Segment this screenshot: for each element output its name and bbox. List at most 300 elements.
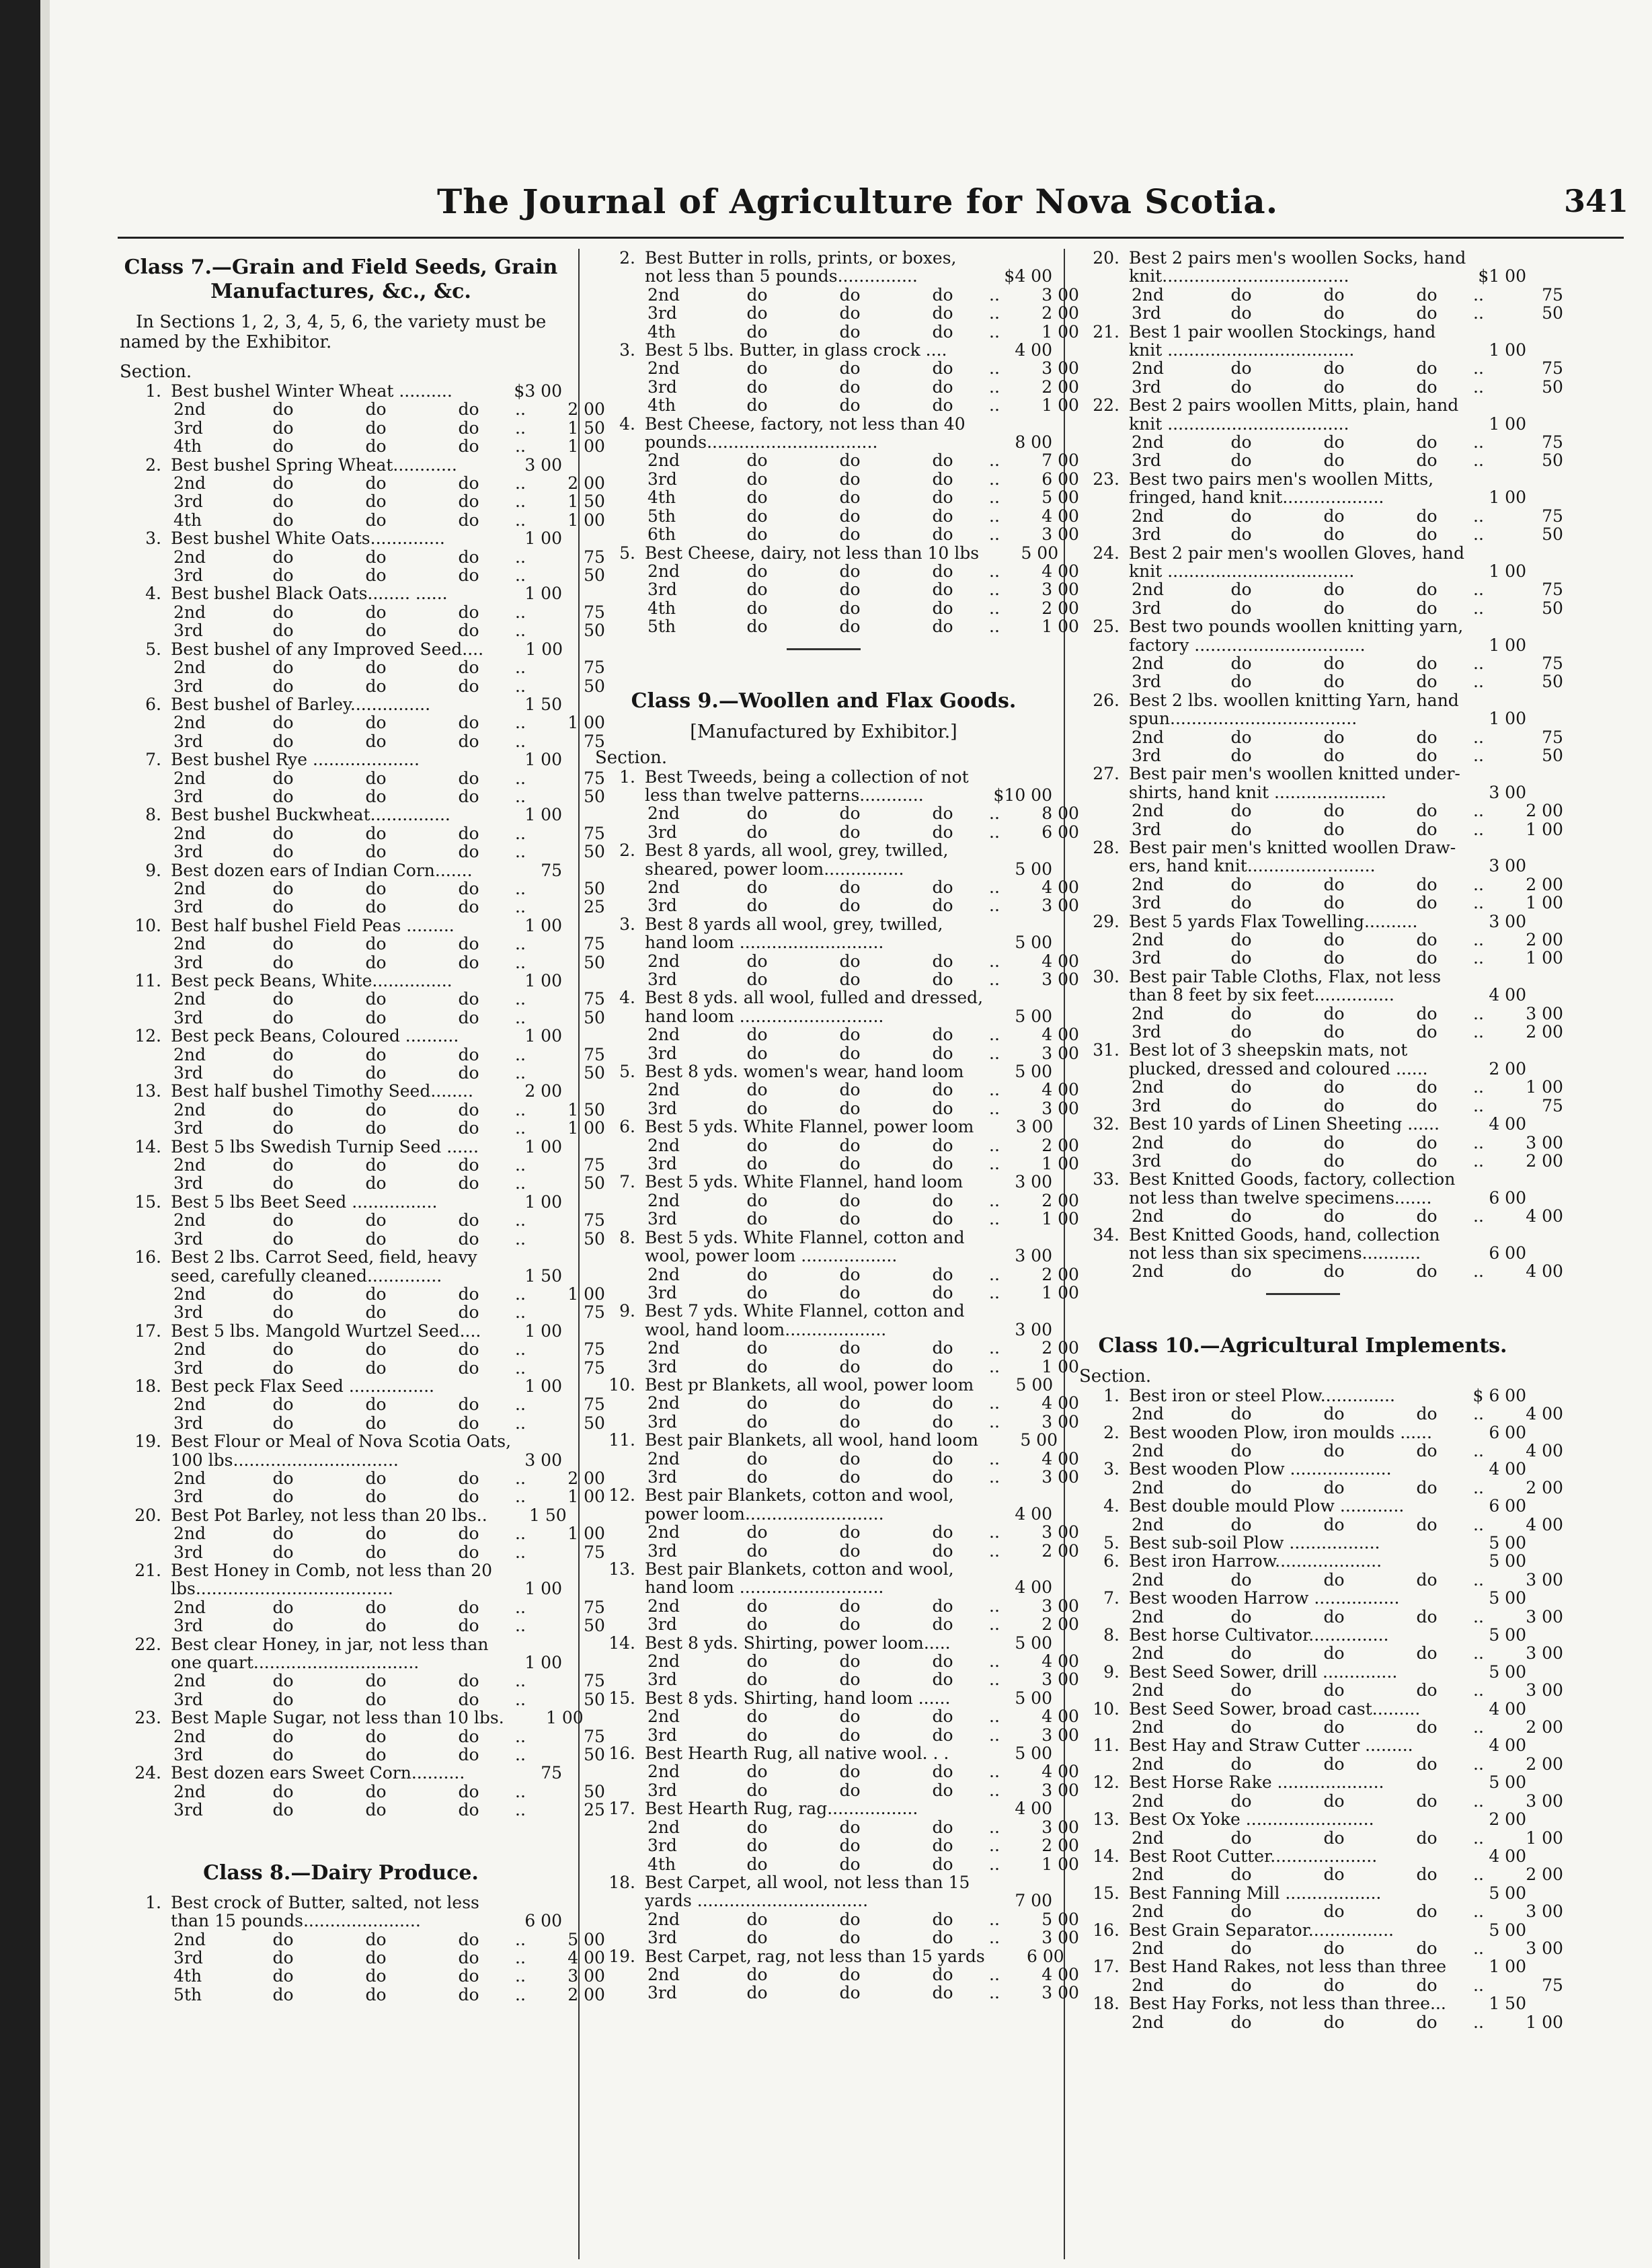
place-line xyxy=(120,399,605,420)
ditto-mark: do xyxy=(458,1284,479,1304)
prize-amount: 75 xyxy=(584,989,605,1009)
ditto-mark: do xyxy=(1230,524,1252,545)
ditto-mark: do xyxy=(839,1540,861,1561)
section-number: 4. xyxy=(1103,1496,1119,1516)
place-line xyxy=(120,1524,605,1544)
leader-dots: .. xyxy=(515,510,526,530)
place-line xyxy=(1079,948,1563,968)
entry-line xyxy=(120,1764,562,1782)
entry-description: Best 5 lbs Beet Seed ................ xyxy=(171,1191,438,1212)
prize-amount: 4 00 xyxy=(1489,1459,1526,1479)
place-line xyxy=(120,1339,605,1360)
entry-description: Best clear Honey, in jar, not less than xyxy=(171,1634,489,1654)
prize-amount: 5 00 xyxy=(1041,487,1079,508)
place-line xyxy=(1079,1022,1563,1042)
ditto-mark: do xyxy=(1416,948,1438,968)
prize-amount: 75 xyxy=(584,1358,605,1378)
section-number: 32. xyxy=(1093,1114,1119,1134)
ditto-mark: do xyxy=(458,1616,479,1636)
ditto-mark: do xyxy=(932,617,953,637)
entry-description: Best Horse Rake .................... xyxy=(1129,1772,1384,1793)
place-label: 2nd xyxy=(1132,1680,1165,1700)
prize-amount: 4 00 xyxy=(1526,1404,1563,1424)
place-line xyxy=(120,842,605,862)
place-line xyxy=(595,1540,1079,1561)
ditto-mark: do xyxy=(839,1264,861,1284)
entry-line xyxy=(120,1193,562,1211)
entry-description: Best lot of 3 sheepskin mats, not xyxy=(1129,1040,1408,1060)
place-line xyxy=(595,1909,1079,1929)
entry-line xyxy=(595,1799,1052,1817)
place-label: 2nd xyxy=(1132,506,1165,526)
entry-line xyxy=(595,768,1052,786)
prize-amount: 2 00 xyxy=(567,473,605,494)
ditto-mark: do xyxy=(1323,1132,1345,1152)
place-line xyxy=(595,1983,1079,2003)
place-label: 3rd xyxy=(173,1302,203,1323)
leader-dots: .. xyxy=(515,1118,526,1138)
prize-amount: 3 00 xyxy=(1041,1725,1079,1745)
ditto-mark: do xyxy=(458,897,479,917)
ditto-mark: do xyxy=(746,877,768,897)
leader-dots: .. xyxy=(515,1228,526,1249)
prize-amount: 4 00 xyxy=(1015,1503,1052,1524)
entry-description: Best 5 yds. White Flannel, power loom xyxy=(645,1117,974,1137)
entry-line xyxy=(1079,1041,1526,1059)
place-line xyxy=(120,1099,605,1120)
prize-amount: 4 00 xyxy=(1041,1080,1079,1100)
leader-dots: .. xyxy=(989,598,1000,618)
place-label: 2nd xyxy=(173,473,206,494)
ditto-mark: do xyxy=(272,621,294,641)
ditto-mark: do xyxy=(272,1358,294,1378)
place-label: 2nd xyxy=(1132,1606,1165,1627)
section-number: 2. xyxy=(619,248,635,268)
ditto-mark: do xyxy=(746,1836,768,1856)
prize-entry xyxy=(595,988,1079,1063)
prize-entry xyxy=(595,840,1079,916)
section-number: 16. xyxy=(608,1744,635,1764)
ditto-mark: do xyxy=(272,731,294,751)
prize-amount: 75 xyxy=(584,547,605,567)
ditto-mark: do xyxy=(1416,1828,1438,1848)
prize-amount: 4 00 xyxy=(567,1947,605,1967)
entry-description: Best 1 pair woollen Stockings, hand xyxy=(1129,321,1436,342)
ditto-mark: do xyxy=(272,1155,294,1175)
ditto-mark: do xyxy=(746,1540,768,1561)
prize-entry xyxy=(595,1688,1079,1745)
leader-dots: .. xyxy=(515,768,526,788)
leader-dots: .. xyxy=(989,1338,1000,1358)
entry-description: knit ................................... xyxy=(1129,340,1355,360)
section-number: 18. xyxy=(134,1376,161,1396)
prize-amount: 3 00 xyxy=(1526,1643,1563,1664)
ditto-mark: do xyxy=(839,487,861,508)
ditto-mark: do xyxy=(1323,893,1345,913)
entry-line xyxy=(120,1082,562,1100)
prize-entry xyxy=(1079,1957,1563,1995)
ditto-mark: do xyxy=(1323,745,1345,765)
prize-amount: 75 xyxy=(584,731,605,751)
entry-line xyxy=(120,1138,562,1156)
entry-description: lbs..................................... xyxy=(171,1579,393,1599)
prize-amount: 5 00 xyxy=(1489,1625,1526,1645)
leader-dots: .. xyxy=(989,1135,1000,1155)
ditto-mark: do xyxy=(272,1726,294,1746)
entry-line xyxy=(1079,691,1526,709)
place-line xyxy=(1079,653,1563,673)
section-number: 8. xyxy=(145,805,161,825)
place-label: 3rd xyxy=(1132,303,1161,323)
ditto-mark: do xyxy=(932,1338,953,1358)
place-label: 3rd xyxy=(647,1043,677,1063)
ditto-mark: do xyxy=(746,1080,768,1100)
ditto-mark: do xyxy=(458,1597,479,1617)
ditto-mark: do xyxy=(746,487,768,508)
prize-amount: 50 xyxy=(584,786,605,806)
prize-amount: 1 50 xyxy=(567,1099,605,1120)
prize-amount: 2 00 xyxy=(1489,1058,1526,1079)
ditto-mark: do xyxy=(272,713,294,733)
leader-dots: .. xyxy=(989,1964,1000,1984)
place-label: 2nd xyxy=(647,1338,680,1358)
place-line xyxy=(120,1468,605,1488)
ditto-mark: do xyxy=(1323,1680,1345,1700)
ditto-mark: do xyxy=(839,951,861,971)
leader-dots: .. xyxy=(989,1264,1000,1284)
place-label: 3rd xyxy=(1132,524,1161,545)
entry-description: Best 8 yds. women's wear, hand loom xyxy=(645,1062,964,1082)
prize-amount: 75 xyxy=(584,1671,605,1691)
prize-entry xyxy=(120,1321,605,1378)
prize-amount: 4 00 xyxy=(1041,877,1079,897)
ditto-mark: do xyxy=(1230,893,1252,913)
ditto-mark: do xyxy=(746,1817,768,1837)
entry-description: plucked, dressed and coloured ...... xyxy=(1129,1058,1428,1079)
prize-amount: 1 00 xyxy=(1526,893,1563,913)
place-label: 6th xyxy=(647,524,676,545)
prize-entry xyxy=(595,1872,1079,1948)
leader-dots: .. xyxy=(515,492,526,512)
ditto-mark: do xyxy=(1230,1150,1252,1171)
entry-description: Best peck Flax Seed ................ xyxy=(171,1376,434,1396)
section-number: 1. xyxy=(145,381,161,401)
prize-amount: 1 00 xyxy=(524,915,562,935)
ditto-mark: do xyxy=(365,1063,387,1083)
entry-line xyxy=(120,529,562,547)
place-label: 3rd xyxy=(173,1745,203,1765)
prize-amount: 3 00 xyxy=(1015,1117,1054,1137)
ditto-mark: do xyxy=(932,451,953,471)
entry-line xyxy=(1079,968,1526,986)
ditto-mark: do xyxy=(839,524,861,545)
ditto-mark: do xyxy=(272,1339,294,1360)
section-number: 15. xyxy=(1093,1883,1119,1903)
class-8-heading: Class 8.—Dairy Produce. xyxy=(203,1861,479,1885)
entry-line xyxy=(595,1062,1052,1081)
place-line xyxy=(595,487,1079,508)
prize-amount: 75 xyxy=(541,860,562,880)
leader-dots: .. xyxy=(515,1929,526,1949)
entry-line xyxy=(1079,1189,1526,1207)
place-label: 3rd xyxy=(173,1358,203,1378)
ditto-mark: do xyxy=(839,1614,861,1635)
place-label: 2nd xyxy=(647,561,680,581)
section-number: 2. xyxy=(145,455,161,475)
entry-line xyxy=(595,1744,1052,1762)
place-line xyxy=(1079,377,1563,397)
entry-description: Best Honey in Comb, not less than 20 xyxy=(171,1561,493,1580)
section-number: 15. xyxy=(608,1688,635,1708)
ditto-mark: do xyxy=(1230,1865,1252,1885)
entry-description: Best Cheese, factory, not less than 40 xyxy=(645,414,966,434)
ditto-mark: do xyxy=(1230,451,1252,471)
leader-dots: .. xyxy=(1473,1902,1484,1922)
prize-amount: 1 00 xyxy=(567,1284,605,1304)
section-number: 13. xyxy=(134,1081,161,1101)
ditto-mark: do xyxy=(1323,358,1345,379)
place-label: 3rd xyxy=(647,970,677,989)
place-label: 3rd xyxy=(173,1800,203,1820)
ditto-mark: do xyxy=(1416,672,1438,692)
leader-dots: .. xyxy=(515,1044,526,1064)
leader-dots: .. xyxy=(1473,1077,1484,1097)
prize-amount: 1 00 xyxy=(524,805,562,825)
ditto-mark: do xyxy=(932,1154,953,1174)
ditto-mark: do xyxy=(1230,1717,1252,1737)
section-label: Section. xyxy=(1079,1366,1152,1386)
prize-amount: 3 00 xyxy=(1015,1172,1052,1192)
ditto-mark: do xyxy=(932,1725,953,1745)
prize-entry xyxy=(595,248,1079,342)
prize-amount: 1 00 xyxy=(1526,948,1563,968)
ditto-mark: do xyxy=(1323,1022,1345,1042)
place-label: 2nd xyxy=(647,1135,680,1155)
entry-description: Best pair men's knitted woollen Draw- xyxy=(1129,838,1456,857)
leader-dots: .. xyxy=(515,897,526,917)
class-9-heading: Class 9.—Woollen and Flax Goods. xyxy=(631,689,1017,713)
entry-description: Best two pounds woollen knitting yarn, xyxy=(1129,617,1464,637)
entry-line xyxy=(120,972,562,990)
prize-amount: 5 00 xyxy=(567,1929,605,1949)
header-rule xyxy=(118,237,1624,239)
prize-amount: 3 00 xyxy=(1526,1938,1563,1958)
place-label: 2nd xyxy=(647,1651,680,1672)
prize-amount: 1 00 xyxy=(1526,819,1563,839)
ditto-mark: do xyxy=(839,377,861,397)
entry-description: hand loom ........................... xyxy=(645,933,884,953)
place-label: 3rd xyxy=(1132,598,1161,618)
leader-dots: .. xyxy=(989,1762,1000,1782)
place-line xyxy=(120,602,605,622)
prize-entry xyxy=(595,1744,1079,1800)
ditto-mark: do xyxy=(746,1854,768,1874)
entry-line xyxy=(595,988,1052,1007)
prize-amount: 75 xyxy=(1542,284,1563,305)
place-line xyxy=(595,284,1079,305)
prize-amount: 5 00 xyxy=(1489,1772,1526,1793)
place-label: 2nd xyxy=(1132,580,1165,600)
section-number: 3. xyxy=(145,529,161,549)
place-line xyxy=(595,451,1079,471)
place-line xyxy=(120,1689,605,1709)
ditto-mark: do xyxy=(746,1596,768,1616)
place-label: 2nd xyxy=(647,1393,680,1413)
section-number: 22. xyxy=(1093,395,1119,416)
entry-description: Best 2 pairs men's woollen Socks, hand xyxy=(1129,248,1466,268)
prize-amount: 5 00 xyxy=(1015,1062,1052,1082)
entry-line xyxy=(120,1451,562,1469)
prize-amount: 2 00 xyxy=(1041,1190,1079,1210)
section-number: 13. xyxy=(1093,1809,1119,1830)
entry-description: Best pair Blankets, all wool, hand loom xyxy=(645,1430,978,1450)
prize-entry xyxy=(1079,1920,1563,1958)
entry-line xyxy=(595,786,1052,804)
place-label: 3rd xyxy=(647,1411,677,1432)
leader-dots: .. xyxy=(989,877,1000,897)
class-8-entries-continued xyxy=(595,248,1079,637)
entry-description: Best crock of Butter, salted, not less xyxy=(171,1892,479,1912)
place-line xyxy=(595,1596,1079,1616)
prize-amount: 2 00 xyxy=(1041,1264,1079,1284)
ditto-mark: do xyxy=(1416,1261,1438,1282)
leader-dots: .. xyxy=(1473,745,1484,765)
prize-amount: 50 xyxy=(1542,524,1563,545)
prize-amount: 1 00 xyxy=(1489,414,1526,434)
prize-amount: 1 00 xyxy=(1489,1957,1526,1977)
place-line xyxy=(1079,1477,1563,1497)
ditto-mark: do xyxy=(365,1671,387,1691)
ditto-mark: do xyxy=(1416,1606,1438,1627)
prize-amount: 7 00 xyxy=(1015,1891,1052,1911)
ditto-mark: do xyxy=(932,1264,953,1284)
page-binding-edge xyxy=(0,0,40,2268)
ditto-mark: do xyxy=(365,1007,387,1027)
prize-amount: 1 00 xyxy=(1489,635,1526,655)
prize-entry xyxy=(120,584,605,641)
entry-line xyxy=(1079,1170,1526,1188)
ditto-mark: do xyxy=(365,676,387,696)
ditto-mark: do xyxy=(932,1928,953,1948)
place-line xyxy=(595,1209,1079,1229)
ditto-mark: do xyxy=(932,1282,953,1302)
place-label: 2nd xyxy=(647,1707,680,1727)
ditto-mark: do xyxy=(1230,580,1252,600)
ditto-mark: do xyxy=(746,598,768,618)
ditto-mark: do xyxy=(932,1043,953,1063)
leader-dots: .. xyxy=(1473,1865,1484,1885)
leader-dots: .. xyxy=(1473,1404,1484,1424)
ditto-mark: do xyxy=(746,451,768,471)
ditto-mark: do xyxy=(458,1487,479,1507)
leader-dots: .. xyxy=(515,1745,526,1765)
entry-line xyxy=(595,1578,1052,1596)
prize-amount: 1 00 xyxy=(545,1708,584,1728)
place-label: 3rd xyxy=(647,1670,677,1690)
entry-line xyxy=(595,1007,1052,1025)
leader-dots: .. xyxy=(515,473,526,494)
place-line xyxy=(120,934,605,954)
prize-amount: 2 00 xyxy=(1041,377,1079,397)
section-number: 9. xyxy=(145,860,161,880)
prize-amount: 75 xyxy=(584,1302,605,1323)
place-label: 3rd xyxy=(1132,672,1161,692)
ditto-mark: do xyxy=(932,896,953,916)
place-label: 3rd xyxy=(647,1725,677,1745)
ditto-mark: do xyxy=(458,1395,479,1415)
prize-amount: 5 00 xyxy=(1489,1661,1526,1682)
ditto-mark: do xyxy=(932,377,953,397)
place-label: 3rd xyxy=(173,1173,203,1194)
place-line xyxy=(120,1228,605,1249)
ditto-mark: do xyxy=(1230,1902,1252,1922)
entry-description: Best Maple Sugar, not less than 10 lbs. xyxy=(171,1708,504,1728)
ditto-mark: do xyxy=(365,658,387,678)
ditto-mark: do xyxy=(365,436,387,457)
ditto-mark: do xyxy=(746,1338,768,1358)
place-label: 2nd xyxy=(173,399,206,420)
entry-line xyxy=(1079,1552,1526,1570)
leader-dots: .. xyxy=(1473,1606,1484,1627)
prize-amount: 75 xyxy=(541,1763,562,1783)
ditto-mark: do xyxy=(365,1044,387,1064)
prize-entry xyxy=(120,805,605,862)
prize-amount: 50 xyxy=(1542,745,1563,765)
place-label: 2nd xyxy=(173,1781,206,1801)
prize-amount: 4 00 xyxy=(1041,1964,1079,1984)
entry-line xyxy=(595,543,1059,563)
entry-description: Best Carpet, rag, not less than 15 yards xyxy=(645,1946,985,1966)
entry-description: Best bushel Buckwheat............... xyxy=(171,805,450,825)
place-label: 2nd xyxy=(647,1762,680,1782)
ditto-mark: do xyxy=(746,377,768,397)
prize-amount: 1 00 xyxy=(524,971,562,990)
prize-amount: 4 00 xyxy=(1041,951,1079,971)
ditto-mark: do xyxy=(1323,524,1345,545)
ditto-mark: do xyxy=(1416,819,1438,839)
ditto-mark: do xyxy=(1230,1569,1252,1590)
place-line xyxy=(595,1448,1079,1469)
ditto-mark: do xyxy=(365,1745,387,1765)
ditto-mark: do xyxy=(746,617,768,637)
leader-dots: .. xyxy=(1473,653,1484,673)
place-line xyxy=(595,1393,1079,1413)
ditto-mark: do xyxy=(839,1411,861,1432)
prize-amount: 4 00 xyxy=(1015,1799,1052,1819)
ditto-mark: do xyxy=(1416,1791,1438,1811)
ditto-mark: do xyxy=(272,786,294,806)
place-line xyxy=(120,897,605,917)
entry-description: Best Flour or Meal of Nova Scotia Oats, xyxy=(171,1432,512,1452)
prize-amount: 2 00 xyxy=(524,1081,562,1101)
entry-description: Best Root Cutter.................... xyxy=(1129,1846,1378,1866)
entry-line xyxy=(595,1505,1052,1523)
place-line xyxy=(1079,1938,1563,1958)
place-line xyxy=(120,1210,605,1230)
ditto-mark: do xyxy=(932,524,953,545)
place-line xyxy=(120,1616,605,1636)
prize-amount: 50 xyxy=(584,842,605,862)
place-line xyxy=(595,1411,1079,1432)
entry-line xyxy=(1079,470,1526,488)
entry-line xyxy=(595,1430,1058,1450)
prize-entry xyxy=(1079,1735,1563,1774)
place-line xyxy=(595,970,1079,989)
ditto-mark: do xyxy=(1230,801,1252,821)
place-line xyxy=(595,1467,1079,1487)
prize-amount: 1 00 xyxy=(524,1376,562,1396)
ditto-mark: do xyxy=(1416,1865,1438,1885)
